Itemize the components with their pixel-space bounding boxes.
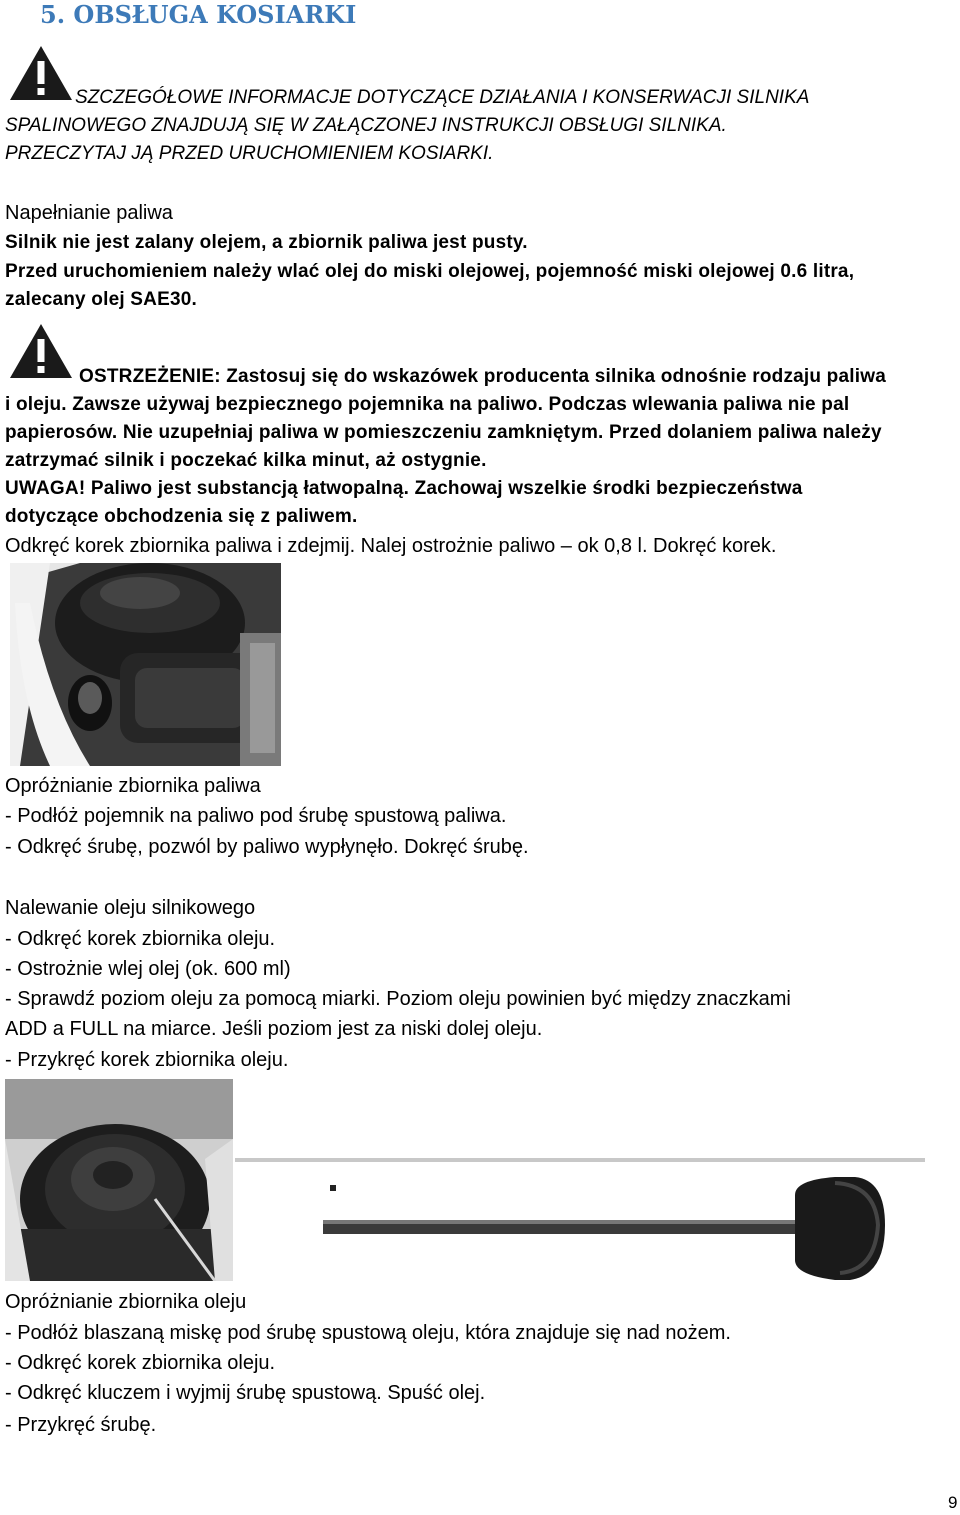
warning2-line-5: UWAGA! Paliwo jest substancją łatwopalną. Zachowaj wszelkie środki bezpieczeństwa xyxy=(5,478,803,499)
warning2-line-4: zatrzymać silnik i poczekać kilka minut, aż ostygnie. xyxy=(5,450,487,471)
fuel-drain-line-2: - Odkręć śrubę, pozwól by paliwo wypłynęło. Dokręć śrubę. xyxy=(5,836,529,858)
fuel-fill-line-2: Przed uruchomieniem należy wlać olej do miski olejowej, pojemność miski olejowej 0.6 litra, xyxy=(5,261,855,282)
warning2-line-2: i oleju. Zawsze używaj bezpiecznego pojemnika na paliwo. Podczas wlewania paliwa nie pal xyxy=(5,394,850,415)
fuel-fill-title: Napełnianie paliwa xyxy=(5,202,173,224)
oil-fill-line-5: - Przykręć korek zbiornika oleju. xyxy=(5,1049,289,1071)
oil-drain-line-4: - Przykręć śrubę. xyxy=(5,1414,157,1436)
warning2-line-1: OSTRZEŻENIE: Zastosuj się do wskazówek producenta silnika odnośnie rodzaju paliwa xyxy=(79,366,886,387)
page-number: 9 xyxy=(948,1493,958,1512)
warning1-line-3: PRZECZYTAJ JĄ PRZED URUCHOMIENIEM KOSIARKI. xyxy=(5,143,494,164)
oil-drain-line-1: - Podłóż blaszaną miskę pod śrubę spustową oleju, która znajduje się nad nożem. xyxy=(5,1322,731,1344)
warning1-line-1: SZCZEGÓŁOWE INFORMACJE DOTYCZĄCE DZIAŁANIA I KONSERWACJI SILNIKA xyxy=(75,87,810,108)
oil-fill-line-4: ADD a FULL na miarce. Jeśli poziom jest za niski dolej oleju. xyxy=(5,1018,543,1040)
section-heading: 5. OBSŁUGA KOSIARKI xyxy=(40,0,357,29)
oil-drain-line-2: - Odkręć korek zbiornika oleju. xyxy=(5,1352,276,1374)
warning2-line-6: dotyczące obchodzenia się z paliwem. xyxy=(5,506,358,527)
engine-fuel-cap-photo xyxy=(10,563,281,766)
oil-fill-title: Nalewanie oleju silnikowego xyxy=(5,897,256,919)
oil-drain-title: Opróżnianie zbiornika oleju xyxy=(5,1291,247,1313)
oil-fill-line-1: - Odkręć korek zbiornika oleju. xyxy=(5,928,276,950)
oil-drain-line-3: - Odkręć kluczem i wyjmij śrubę spustową. Spuść olej. xyxy=(5,1382,486,1404)
fuel-drain-line-1: - Podłóż pojemnik na paliwo pod śrubę spustową paliwa. xyxy=(5,805,507,827)
fuel-fill-line-3: zalecany olej SAE30. xyxy=(5,289,197,310)
warning2-line-3: papierosów. Nie uzupełniaj paliwa w pomieszczeniu zamkniętym. Przed dolaniem paliwa należy xyxy=(5,422,882,443)
fuel-instruction: Odkręć korek zbiornika paliwa i zdejmij. Nalej ostrożnie paliwo – ok 0,8 l. Dokręć korek. xyxy=(5,535,777,557)
fuel-fill-line-1: Silnik nie jest zalany olejem, a zbiornik paliwa jest pusty. xyxy=(5,232,528,253)
warning-triangle-icon xyxy=(8,322,74,380)
fuel-drain-title: Opróżnianie zbiornika paliwa xyxy=(5,775,261,797)
oil-fill-line-2: - Ostrożnie wlej olej (ok. 600 ml) xyxy=(5,958,291,980)
warning1-line-2: SPALINOWEGO ZNAJDUJĄ SIĘ W ZAŁĄCZONEJ INSTRUKCJI OBSŁUGI SILNIKA. xyxy=(5,115,727,136)
engine-oil-cap-photo xyxy=(5,1079,233,1281)
warning-triangle-icon xyxy=(8,44,74,102)
oil-fill-line-3: - Sprawdź poziom oleju za pomocą miarki. Poziom oleju powinien być między znaczkami xyxy=(5,988,791,1010)
dipstick-illustration xyxy=(235,1155,925,1285)
